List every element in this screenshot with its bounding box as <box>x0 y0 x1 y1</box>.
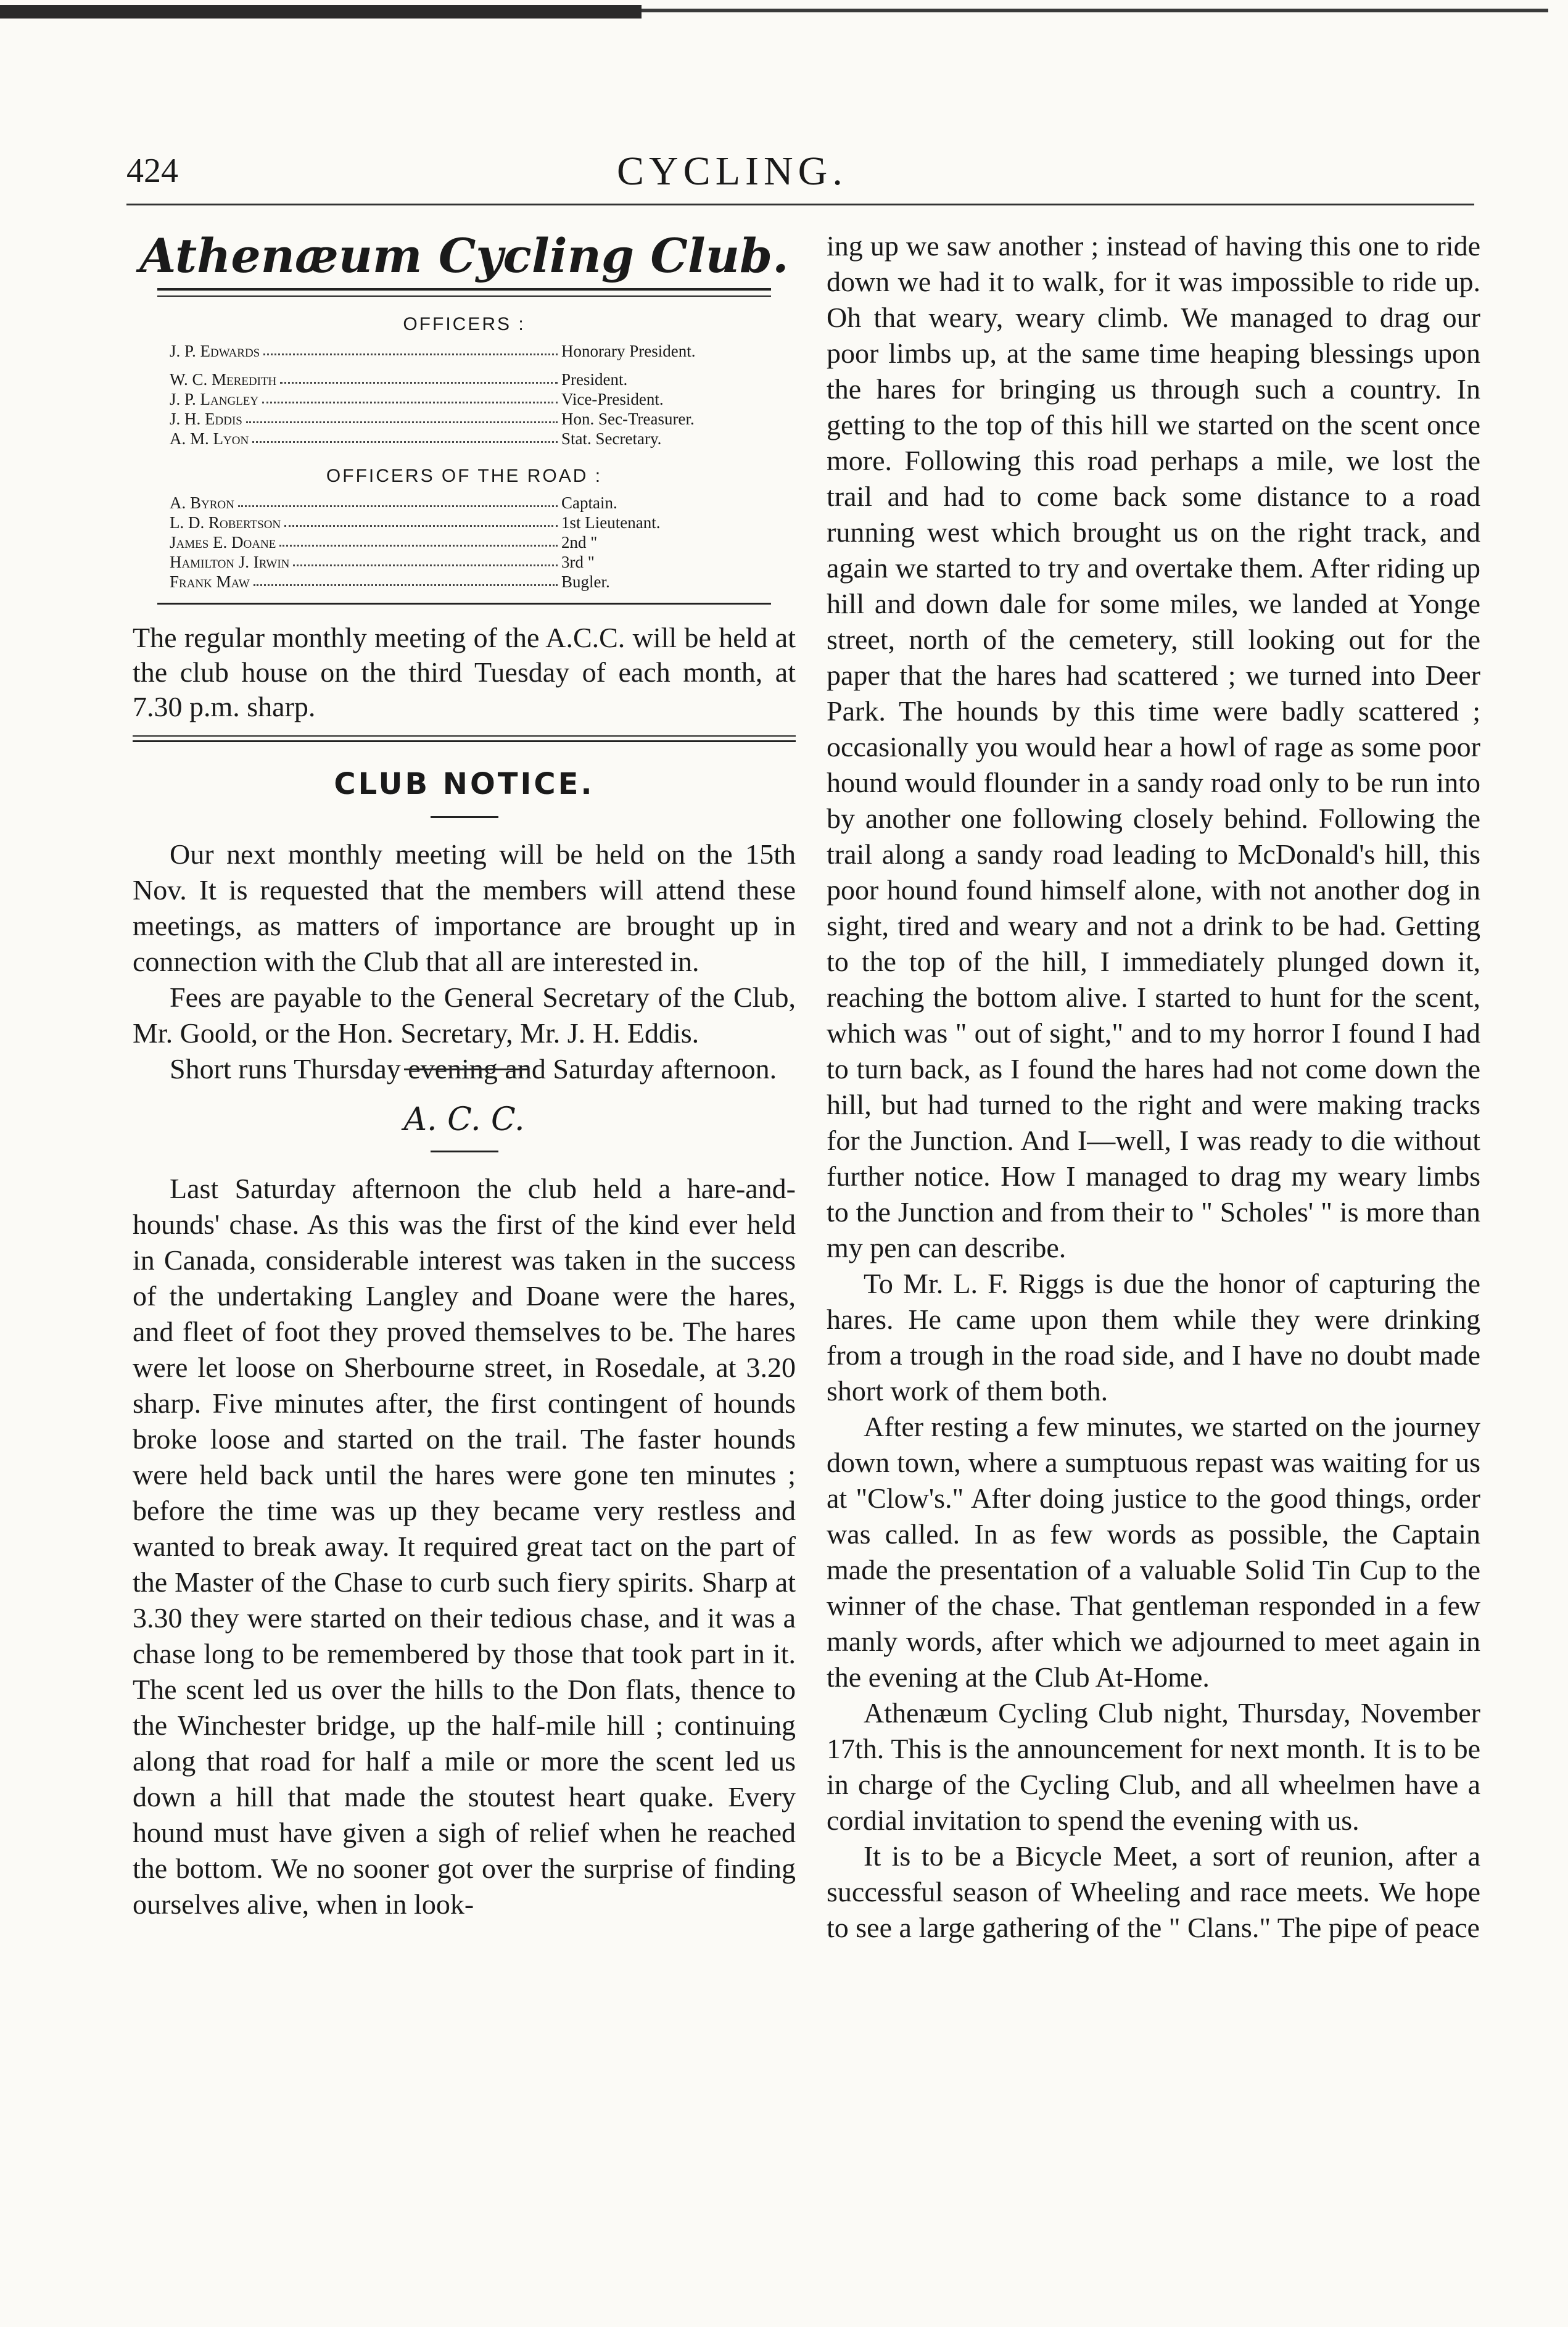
section-rule <box>157 603 771 605</box>
acc-paragraph: To Mr. L. F. Riggs is due the honor of capturing the hares. He came upon them while they were drinking from a trough in the road side, and I have no doubt made short work of them both. <box>827 1268 1480 1407</box>
acc-paragraph: It is to be a Bicycle Meet, a sort of reunion, after a successful season of Wheeling and race meets. We hope to see a large gathering of the " Clans." The pipe of peace <box>827 1840 1480 1943</box>
acc-paragraph: After resting a few minutes, we started on the journey down town, where a sumptuous repast was waiting for us at "Clow's." After doing justice to the good things, order was called. In as few words as possible, the Captain made the presentation of a valuable Solid Tin Cup to the winner of the chase. That gentleman responded in a few manly words, after which we adjourned to meet again in the evening at the Club At-Home. <box>827 1411 1480 1693</box>
top-border-thin <box>642 9 1548 12</box>
acc-paragraph-continued: ing up we saw another ; instead of having this one to ride down we had it to walk, for it was impossible to ride up. Oh that weary, weary climb. We managed to drag our poor limbs up, at the same time heaping blessings upon the hares for bringing us through such a country. In getting to the top of this hill we started on the scent once more. Following this road perhaps a mile, we lost the trail and had to come back some distance to a road running west which brought us on the right track, and again we started to try and overtake them. After riding up hill and down dale for some miles, we landed at Yonge street, north of the cemetery, still looking out for the paper that the hares had scattered ; we turned into Deer Park. The hounds by this time were badly scattered ; occasionally you would hear a howl of rage as some poor hound would flounder in a sandy road only to be run into by another one following closely behind. Following the trail along a sandy road leading to McDonald's hill, this poor hound found himself alone, with not another dog in sight, tired and weary and not a drink to be had. Getting to the top of the hill, I immediately plunged down it, reaching the bottom alive. I started to hunt for the scent, which was " out of sight," and to my horror I found I had to turn back, as I found the hares had not come down the hill, but had turned to the right and were making tracks for the Junction. And I—well, I was ready to die without further notice. How I managed to drag my weary limbs to the Junction and from their to " Scholes' " is more than my pen can describe. <box>827 230 1480 1263</box>
officer-row <box>170 409 759 429</box>
officer-row <box>170 370 759 389</box>
officer-name: James E. Doane <box>170 533 276 552</box>
meeting-notice: The regular monthly meeting of the A.C.C. will be held at the club house on the third Tuesday of each month, at 7.30 p.m. sharp. <box>133 622 796 722</box>
road-officer-row <box>170 532 759 552</box>
club-notice-paragraph: Our next monthly meeting will be held on the 15th Nov. It is requested that the members will attend these meetings, as matters of importance are brought up in connection with the Club that all are interested in. <box>133 838 796 977</box>
officer-name: A. M. Lyon <box>170 429 249 448</box>
acc-paragraph: Last Saturday afternoon the club held a hare-and-hounds' chase. As this was the first of the kind ever held in Canada, considerable interest was taken in the success of the undertaking Langley and Doane were the hares, and fleet of foot they proved themselves to be. The hares were let loose on Sherbourne street, in Rosedale, at 3.20 sharp. Five minutes after, the first contingent of hounds broke loose and started on the trail. The faster hounds were held back until the hares were gone ten minutes ; before the time was up they became very restless and wanted to break away. It required great tact on the part of the Master of the Chase to curb such fiery spirits. Sharp at 3.30 they were started on their tedious chase, and it was a chase long to be remembered by those that took part in it. The scent led us over the hills to the Don flats, thence to the Winchester bridge, up the half-mile hill ; continuing along that road for half a mile or more the scent led us down a hill that made the stoutest heart quake. Every hound must have given a sigh of relief when he reached the bottom. We no sooner got over the surprise of finding ourselves alive, when in look- <box>133 1173 796 1920</box>
road-officers-heading: OFFICERS OF THE ROAD : <box>326 466 603 486</box>
officer-role: 3rd " <box>561 553 595 571</box>
right-column <box>827 228 1480 1946</box>
club-notice-paragraph: Short runs Thursday evening and Saturday afternoon. <box>170 1053 777 1085</box>
short-rule <box>431 816 498 818</box>
short-rule <box>404 1068 527 1070</box>
officer-row <box>170 341 759 361</box>
officer-role: Hon. Sec-Treasurer. <box>561 410 695 428</box>
officer-name: Frank Maw <box>170 572 250 591</box>
officer-name: L. D. Robertson <box>170 513 281 532</box>
officer-role: Honorary President. <box>561 342 696 360</box>
short-rule <box>431 1151 498 1152</box>
club-notice-heading: CLUB NOTICE. <box>334 767 595 801</box>
club-title: Athenæum Cycling Club. <box>139 228 789 283</box>
running-title: CYCLING. <box>617 149 848 194</box>
page-number: 424 <box>126 152 178 190</box>
officer-role: 1st Lieutenant. <box>561 513 661 532</box>
officer-role: Vice-President. <box>561 390 664 408</box>
officer-name: J. P. Edwards <box>170 342 260 360</box>
officer-row <box>170 389 759 409</box>
officer-name: W. C. Meredith <box>170 370 277 389</box>
acc-heading: A. C. C. <box>403 1101 525 1138</box>
officer-row <box>170 429 759 448</box>
road-officer-row <box>170 493 759 513</box>
header-rule <box>126 204 1474 205</box>
officer-name: A. Byron <box>170 494 234 512</box>
top-border <box>0 5 642 19</box>
officer-role: President. <box>561 370 628 389</box>
officer-name: J. P. Langley <box>170 390 259 408</box>
officer-role: Bugler. <box>561 572 610 591</box>
officer-name: J. H. Eddis <box>170 410 242 428</box>
officer-role: 2nd " <box>561 533 598 552</box>
officers-heading: OFFICERS : <box>403 314 526 334</box>
road-officer-row <box>170 552 759 572</box>
section-double-rule <box>133 735 796 742</box>
club-notice-paragraph: Fees are payable to the General Secretary of the Club, Mr. Goold, or the Hon. Secretary, Mr. J. H. Eddis. <box>133 982 796 1049</box>
officer-role: Captain. <box>561 494 617 512</box>
left-column <box>133 228 796 1922</box>
officer-name: Hamilton J. Irwin <box>170 553 290 571</box>
road-officer-row <box>170 572 759 592</box>
title-rule <box>157 288 771 297</box>
acc-paragraph: Athenæum Cycling Club night, Thursday, November 17th. This is the announcement for next month. It is to be in charge of the Cycling Club, and all wheelmen have a cordial invitation to spend the evening with us. <box>827 1697 1480 1836</box>
officer-role: Stat. Secretary. <box>561 429 662 448</box>
road-officer-row <box>170 513 759 532</box>
